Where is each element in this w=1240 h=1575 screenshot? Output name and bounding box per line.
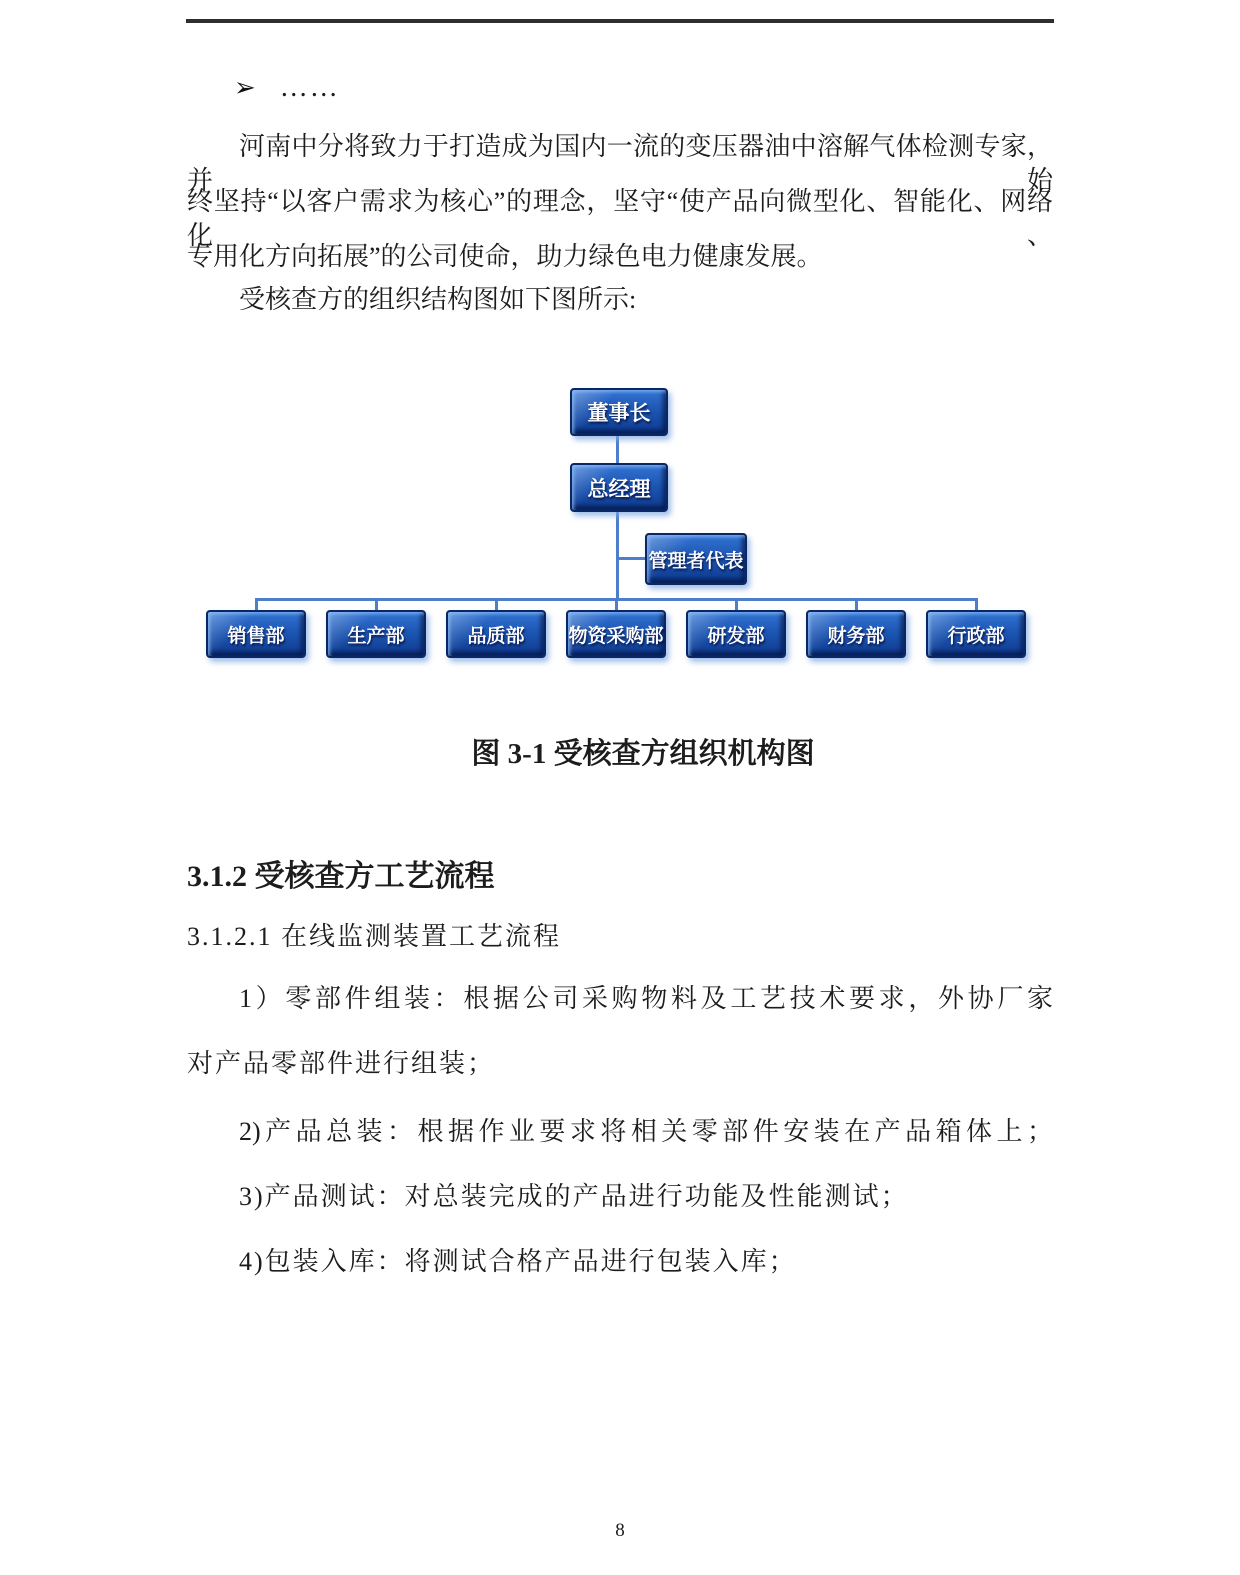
org-chart <box>0 380 1240 680</box>
figure-caption: 图 3-1 受核查方组织机构图 <box>471 738 815 770</box>
lead-in-sentence: 受核查方的组织结构图如下图所示: <box>239 285 637 314</box>
org-node-department: 物资采购部 <box>566 610 666 658</box>
org-node-department: 生产部 <box>326 610 426 658</box>
bullet-ellipsis-text: …… <box>279 72 340 103</box>
org-node-department: 品质部 <box>446 610 546 658</box>
intro-line: 河南中分将致力于打造成为国内一流的变压器油中溶解气体检测专家，并始 <box>187 132 1053 195</box>
step-line: 对产品零部件进行组装； <box>187 1049 496 1078</box>
page-number: 8 <box>615 1520 625 1541</box>
org-node-department: 销售部 <box>206 610 306 658</box>
org-node-department: 财务部 <box>806 610 906 658</box>
org-node-chairman: 董事长 <box>570 388 668 436</box>
org-node-department: 行政部 <box>926 610 1026 658</box>
org-node-department: 研发部 <box>686 610 786 658</box>
intro-line: 终坚持“以客户需求为核心”的理念，坚守“使产品向微型化、智能化、网络化、 <box>187 187 1053 250</box>
header-rule <box>186 19 1054 23</box>
section-heading: 3.1.2 受核查方工艺流程 <box>187 860 495 893</box>
connector-gm-rep <box>616 557 646 560</box>
intro-line: 专用化方向拓展”的公司使命，助力绿色电力健康发展。 <box>187 242 823 271</box>
step-line: 2)产品总装：根据作业要求将相关零部件安装在产品箱体上； <box>239 1117 1053 1146</box>
connector-chairman-gm <box>616 436 619 464</box>
step-line: 1）零部件组装：根据公司采购物料及工艺技术要求，外协厂家 <box>239 984 1053 1013</box>
bullet-list-item <box>234 72 340 104</box>
step-line: 4)包装入库：将测试合格产品进行包装入库； <box>239 1247 797 1276</box>
arrow-bullet-icon: ➢ <box>234 73 256 102</box>
org-node-general-manager: 总经理 <box>570 463 668 512</box>
subsection-heading: 3.1.2.1 在线监测装置工艺流程 <box>187 922 562 951</box>
step-line: 3)产品测试：对总装完成的产品进行功能及性能测试； <box>239 1182 909 1211</box>
org-node-management-rep: 管理者代表 <box>645 533 747 585</box>
